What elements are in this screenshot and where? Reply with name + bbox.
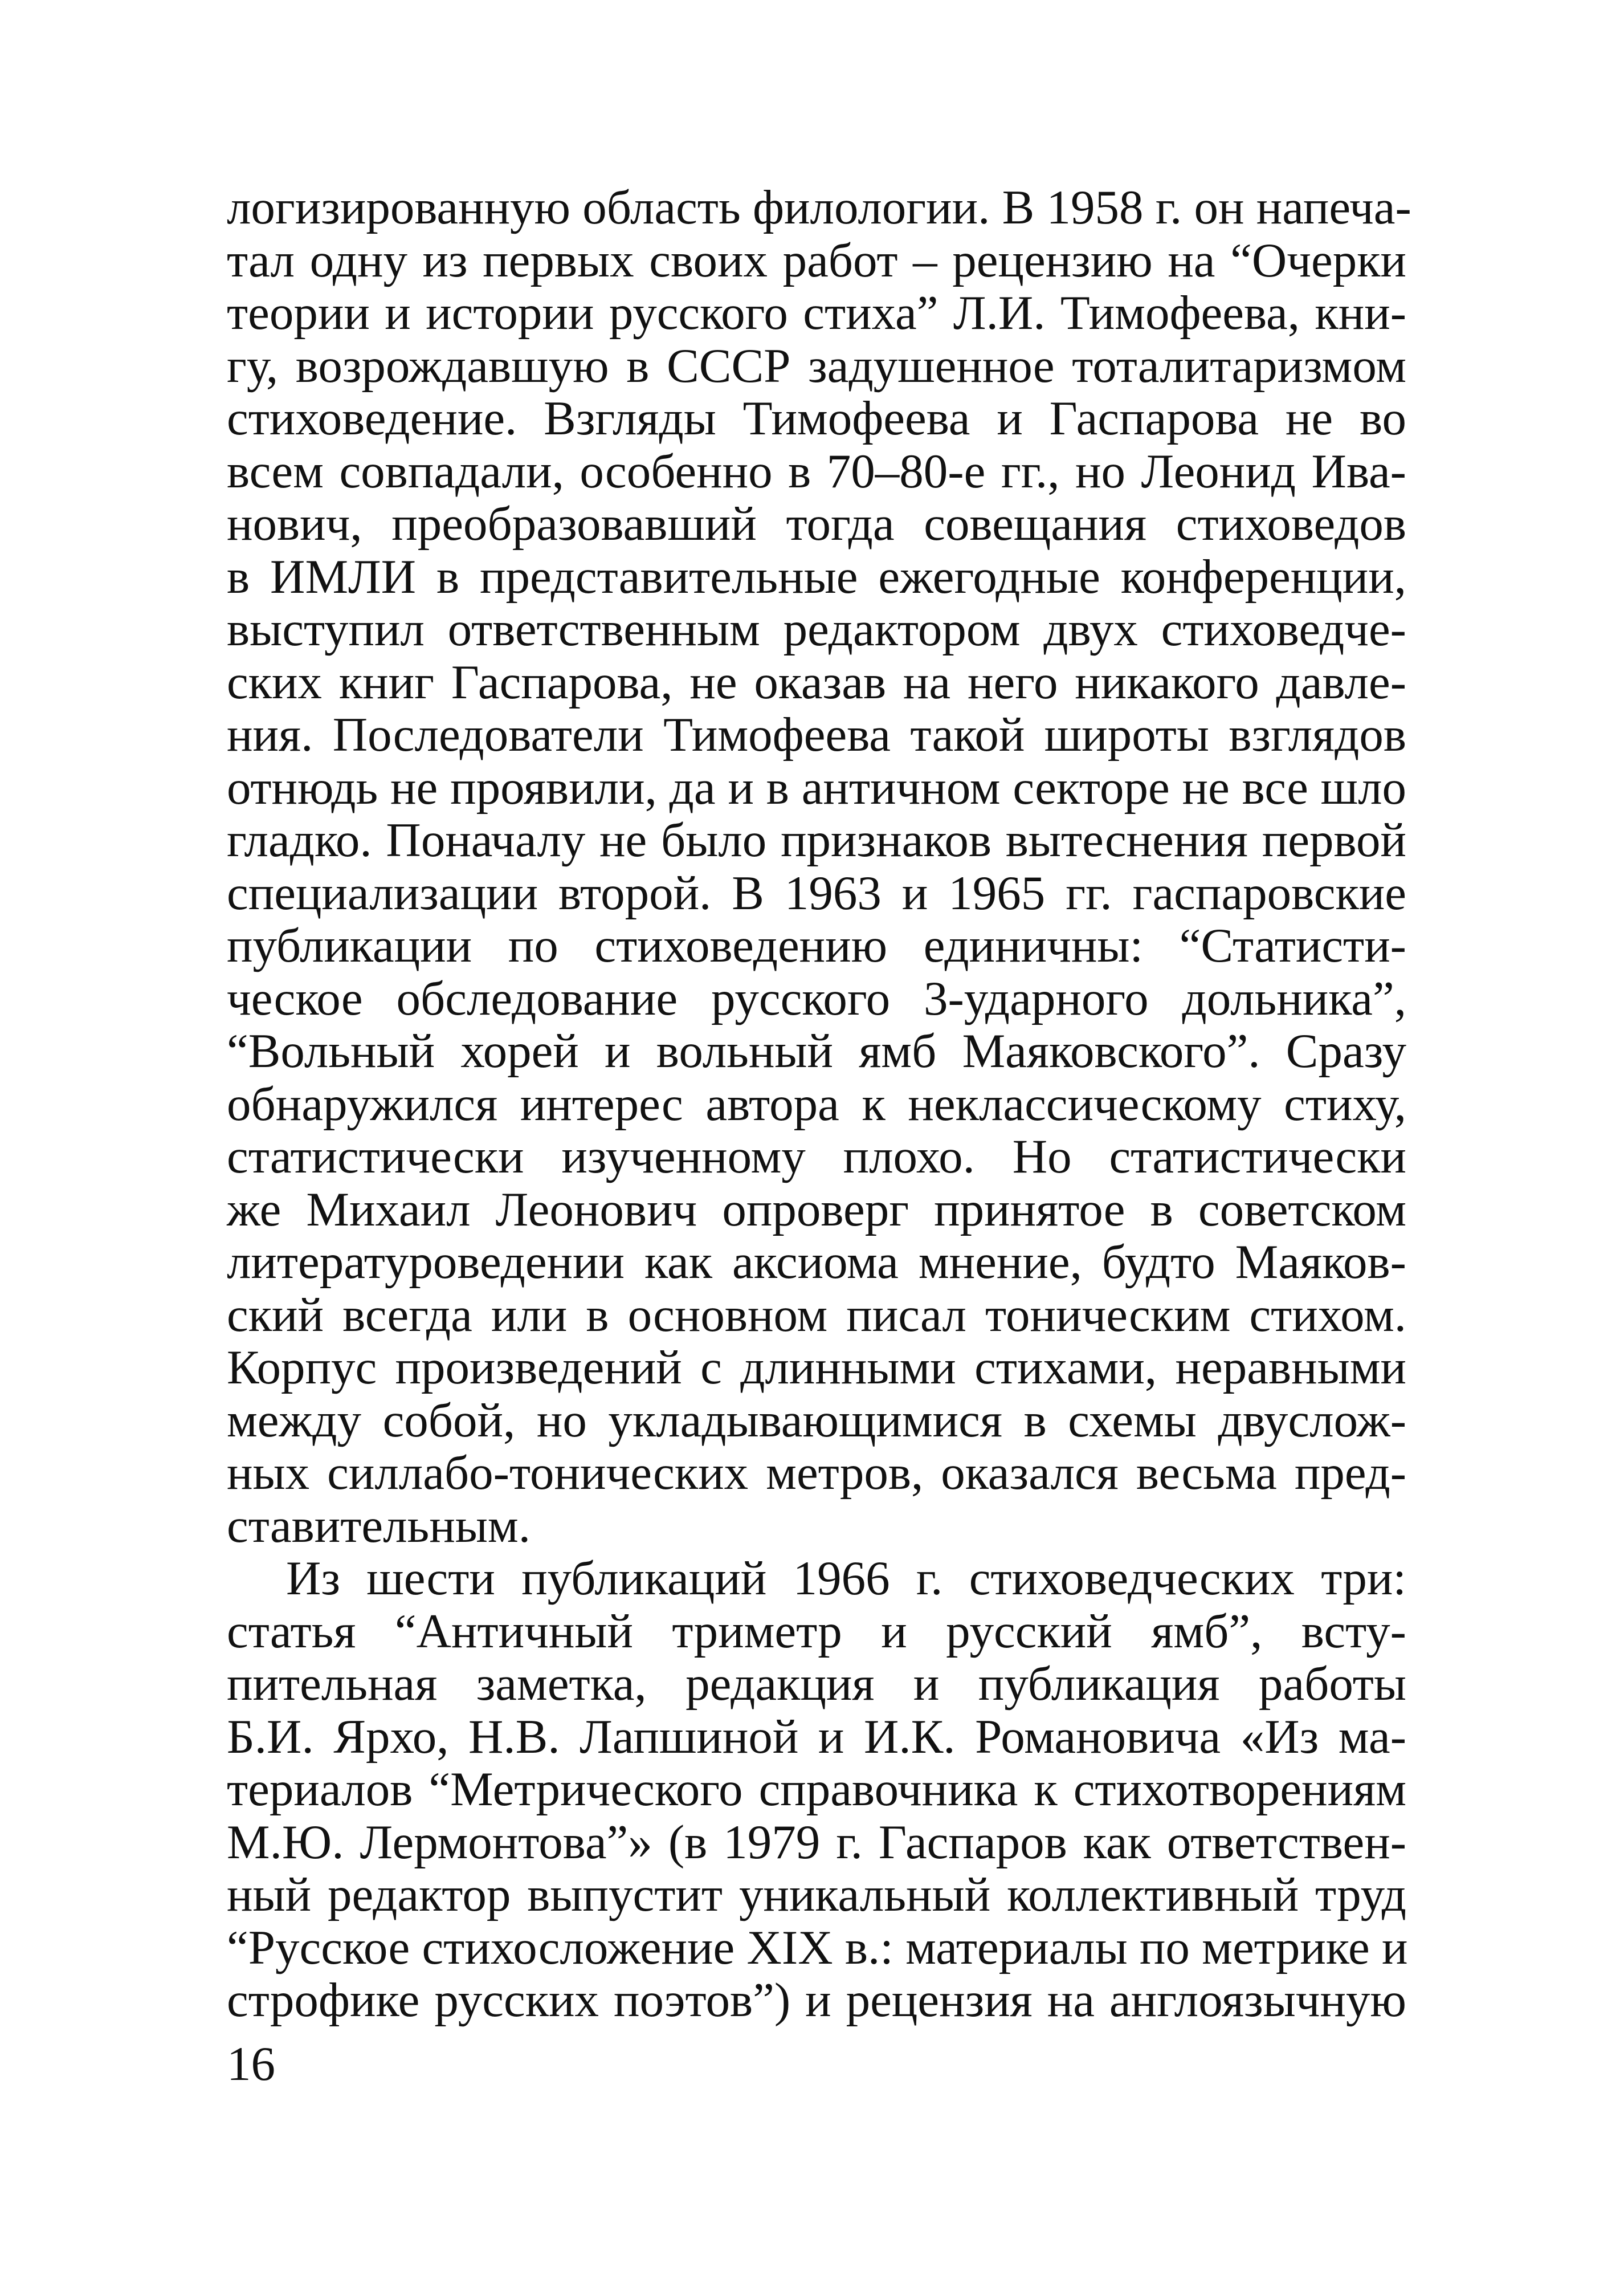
text-line: же Михаил Леонович опроверг принятое в советском <box>227 1182 1406 1236</box>
text-line: Б.И. Ярхо, Н.В. Лапшиной и И.К. Романовича «Из ма- <box>227 1709 1406 1764</box>
text-line: статья “Античный триметр и русский ямб”, всту- <box>227 1604 1406 1658</box>
text-line: строфике русских поэтов”) и рецензия на англоязычную <box>227 1973 1406 2027</box>
text-line: статистически изученному плохо. Но статистически <box>227 1130 1406 1183</box>
text-line: “Русское стихосложение XIX в.: материалы по метрике и <box>227 1920 1408 1974</box>
text-line: специализации второй. В 1963 и 1965 гг. гаспаровские <box>227 866 1406 920</box>
text-line: тал одну из первых своих работ – рецензию на “Очерки <box>227 233 1406 287</box>
text-line: гу, возрождавшую в СССР задушенное тоталитаризмом <box>227 339 1406 393</box>
text-line: “Вольный хорей и вольный ямб Маяковского”. Сразу <box>227 1024 1406 1078</box>
text-line: между собой, но укладывающимися в схемы двуслож- <box>227 1393 1406 1447</box>
text-line: гладко. Поначалу не было признаков вытеснения первой <box>227 813 1406 867</box>
text-line: теории и истории русского стиха” Л.И. Тимофеева, кни- <box>227 286 1406 340</box>
text-line: ский всегда или в основном писал тоническим стихом. <box>227 1288 1406 1342</box>
text-line: логизированную область филологии. В 1958 г. он напеча- <box>227 181 1411 234</box>
text-line: нович, преобразовавший тогда совещания стиховедов <box>227 497 1406 551</box>
text-line: обнаружился интерес автора к неклассическому стиху, <box>227 1077 1406 1131</box>
text-line: ния. Последователи Тимофеева такой широты взглядов <box>227 708 1406 762</box>
page-number: 16 <box>227 2037 275 2091</box>
text-line: выступил ответственным редактором двух стиховедче- <box>227 602 1406 656</box>
text-line: пительная заметка, редакция и публикация работы <box>227 1657 1406 1711</box>
paragraph-2 <box>227 1552 1406 2027</box>
text-line: литературоведении как аксиома мнение, будто Маяков- <box>227 1235 1406 1289</box>
text-line: всем совпадали, особенно в 70–80-е гг., но Леонид Ива- <box>227 444 1406 498</box>
text-line: ных силлабо-тонических метров, оказался весьма пред- <box>227 1446 1406 1500</box>
text-line: Из шести публикаций 1966 г. стиховедческих три: <box>286 1552 1406 1605</box>
text-line: в ИМЛИ в представительные ежегодные конференции, <box>227 549 1406 604</box>
text-line: публикации по стиховедению единичны: “Статисти- <box>227 919 1406 972</box>
body-text <box>227 181 1411 2027</box>
text-line: М.Ю. Лермонтова”» (в 1979 г. Гаспаров как ответствен- <box>227 1815 1406 1869</box>
text-line: Корпус произведений с длинными стихами, неравными <box>227 1341 1406 1394</box>
text-line: ских книг Гаспарова, не оказав на него никакого давле- <box>227 655 1406 709</box>
text-line: ставительным. <box>227 1499 531 1553</box>
text-line: отнюдь не проявили, да и в античном секторе не все шло <box>227 760 1406 815</box>
text-line: ный редактор выпустит уникальный коллективный труд <box>227 1868 1406 1921</box>
text-line: териалов “Метрического справочника к стихотворениям <box>227 1762 1406 1816</box>
text-line: ческое обследование русского 3-ударного дольника”, <box>227 971 1406 1025</box>
text-line: стиховедение. Взгляды Тимофеева и Гаспарова не во <box>227 392 1406 445</box>
paragraph-1 <box>227 181 1411 1553</box>
